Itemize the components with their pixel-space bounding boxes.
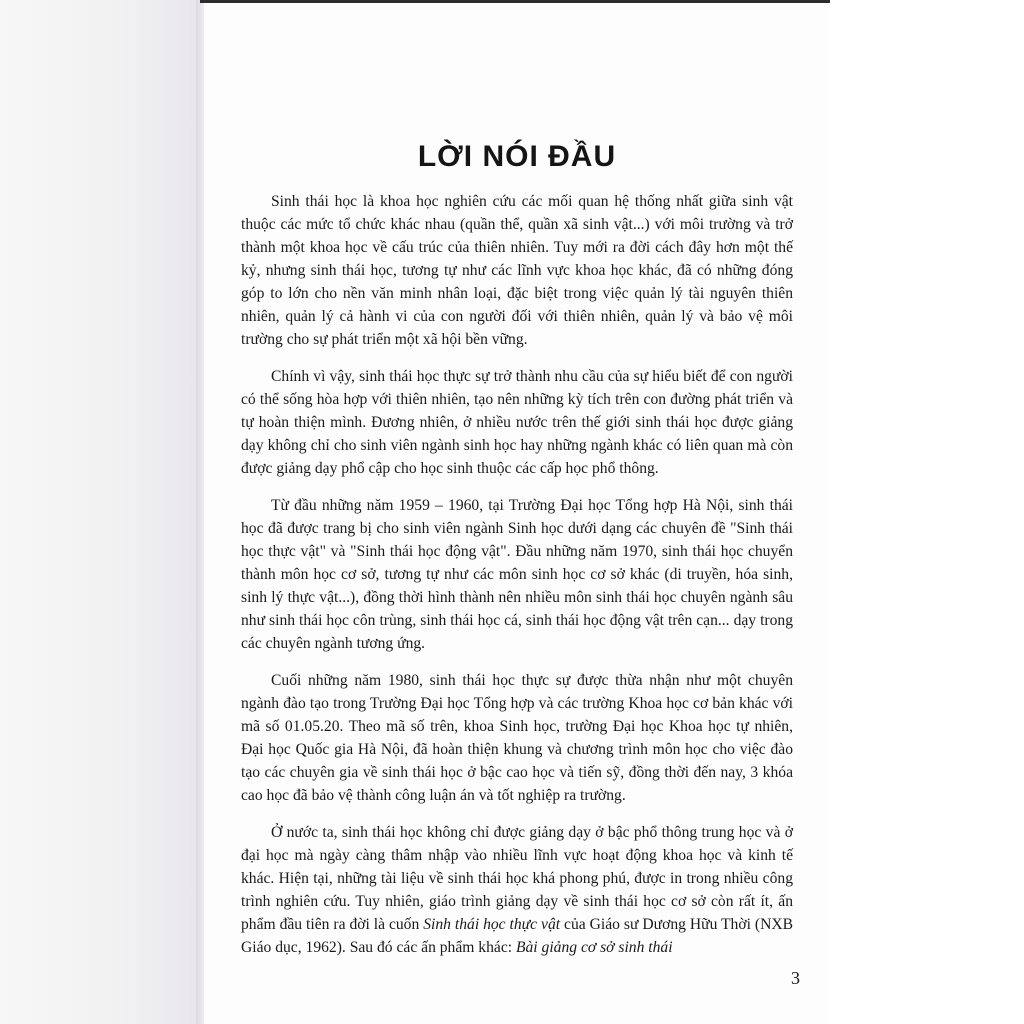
paragraph-4: Cuối những năm 1980, sinh thái học thực sự được thừa nhận như một chuyên ngành đào tạo trong Trường Đại học Tổng hợp và các trường Khoa học cơ bản khác với mã số 01.05.20. Theo mã số trên, khoa Sinh học, trường Đại học Khoa học tự nhiên, Đại học Quốc gia Hà Nội, đã hoàn thiện khung và chương trình môn học cho việc đào tạo các chuyên gia về sinh thái học ở bậc cao học và tiến sỹ, đồng thời đến nay, 3 khóa cao học đã bảo vệ thành công luận án và tốt nghiệp ra trường. xyxy=(241,672,793,804)
page-number: 3 xyxy=(791,968,800,988)
lecture-title-italic: Bài giảng cơ sở sinh thái xyxy=(515,939,673,956)
page-body xyxy=(241,190,793,973)
page-title: LỜI NÓI ĐẦU xyxy=(417,140,617,173)
paragraph-1: Sinh thái học là khoa học nghiên cứu các mối quan hệ thống nhất giữa sinh vật thuộc các mức tổ chức khác nhau (quần thể, quần xã sinh vật...) với môi trường và trở thành một khoa học về cấu trúc của thiên nhiên. Tuy mới ra đời cách đây hơn một thế kỷ, nhưng sinh thái học, tương tự như các lĩnh vực khoa học khác, đã có những đóng góp to lớn cho nền văn minh nhân loại, đặc biệt trong việc quản lý tài nguyên thiên nhiên, quản lý cả hành vi của con người đối với thiên nhiên, quản lý và bảo vệ môi trường cho sự phát triển một xã hội bền vững. xyxy=(241,193,793,348)
left-margin-shadow xyxy=(0,0,200,1024)
paragraph-5-text-middle: của Giáo sư Dương Hữu Thời (NXB Giáo dục, 1962). Sau đó các ấn phẩm khác: xyxy=(241,916,793,956)
paragraph-5-text-start: Ở nước ta, sinh thái học không chỉ được giảng dạy ở bậc phổ thông trung học và ở đại học mà ngày càng thâm nhập vào nhiều lĩnh vực hoạt động khoa học và kinh tế khác. Hiện tại, những tài liệu về sinh thái học khá phong phú, được in trong nhiều công trình nghiên cứu. Tuy nhiên, giáo trình giảng dạy về sinh thái học cơ sở còn rất ít, ấn phẩm đầu tiên ra đời là cuốn xyxy=(241,824,793,933)
book-title-italic: Sinh thái học thực vật xyxy=(423,916,561,933)
page-top-edge xyxy=(200,0,830,3)
paragraph-3: Từ đầu những năm 1959 – 1960, tại Trường Đại học Tổng hợp Hà Nội, sinh thái học đã được trang bị cho sinh viên ngành Sinh học dưới dạng các chuyên đề "Sinh thái học thực vật" và "Sinh thái học động vật". Đầu những năm 1970, sinh thái học chuyển thành môn học cơ sở, tương tự như các môn sinh học cơ sở khác (di truyền, hóa sinh, sinh lý thực vật...), đồng thời hình thành nên nhiều môn sinh thái học chuyên ngành sâu như sinh thái học côn trùng, sinh thái học cá, sinh thái học động vật trên cạn... dạy trong các chuyên ngành tương ứng. xyxy=(241,497,793,652)
paragraph-5 xyxy=(241,821,793,959)
paragraph-2: Chính vì vậy, sinh thái học thực sự trở thành nhu cầu của sự hiểu biết để con người có thể sống hòa hợp với thiên nhiên, tạo nên những kỳ tích trên con đường phát triển và tự hoàn thiện mình. Đương nhiên, ở nhiều nước trên thế giới sinh thái học được giảng dạy không chỉ cho sinh viên ngành sinh học hay những ngành khác có liên quan mà còn được giảng dạy phổ cập cho học sinh thuộc các cấp học phổ thông. xyxy=(241,368,793,477)
